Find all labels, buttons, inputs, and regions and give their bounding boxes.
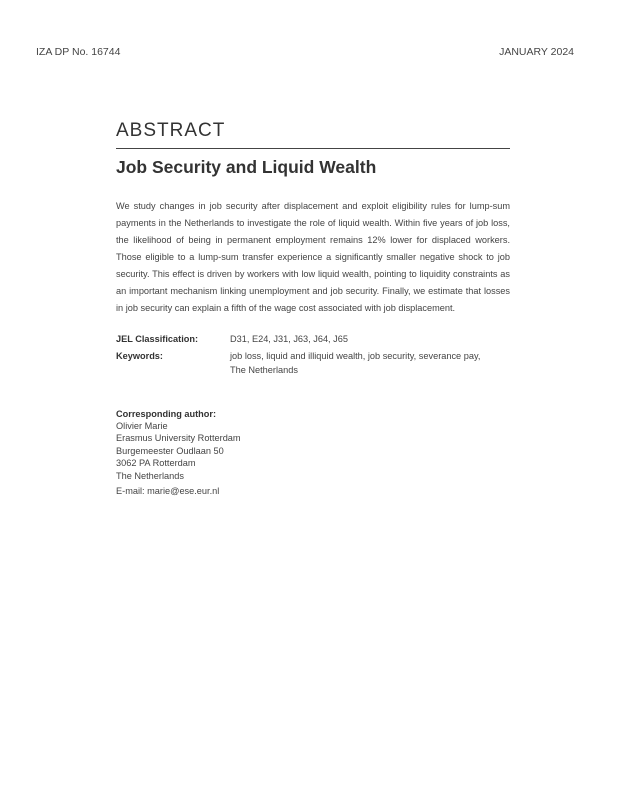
author-city: 3062 PA Rotterdam — [116, 458, 196, 469]
author-institution: Erasmus University Rotterdam — [116, 433, 241, 444]
author-email: E-mail: marie@ese.eur.nl — [116, 485, 220, 496]
keywords-line-2: The Netherlands — [230, 365, 298, 375]
abstract-body: We study changes in job security after displacement and exploit eligibility rules for lump-sum payments in the Netherlands to investigate the role of liquid wealth. Within five years of job loss, the likelihood of being in permanent employment remains 12% lower for displaced workers. Those eligible to a lump-sum transfer experience a significantly smaller negative shock to job security. This effect is driven by workers with low liquid wealth, pointing to liquidity constraints as an important mechanism linking unemployment and job security. Finally, we estimate that losses in job security can explain a fifth of the wage cost associated with job displacement. — [116, 201, 510, 313]
author-country: The Netherlands — [116, 470, 184, 481]
paper-title: Job Security and Liquid Wealth — [116, 157, 377, 177]
keywords-row — [116, 349, 510, 378]
classification-block — [116, 332, 510, 378]
author-name: Olivier Marie — [116, 420, 168, 431]
jel-row — [116, 332, 510, 347]
abstract-page — [116, 120, 510, 497]
keywords-label: Keywords: — [116, 350, 163, 361]
jel-value: D31, E24, J31, J63, J64, J65 — [230, 334, 348, 344]
publication-date: JANUARY 2024 — [499, 46, 574, 58]
author-heading: Corresponding author: — [116, 408, 217, 419]
jel-label: JEL Classification: — [116, 334, 199, 344]
series-number: IZA DP No. 16744 — [36, 46, 121, 58]
keywords-line-1: job loss, liquid and illiquid wealth, job security, severance pay, — [230, 350, 481, 361]
section-heading: ABSTRACT — [116, 120, 510, 149]
corresponding-author-block — [116, 408, 510, 498]
keywords-value — [230, 349, 510, 378]
author-street: Burgemeester Oudlaan 50 — [116, 445, 224, 456]
